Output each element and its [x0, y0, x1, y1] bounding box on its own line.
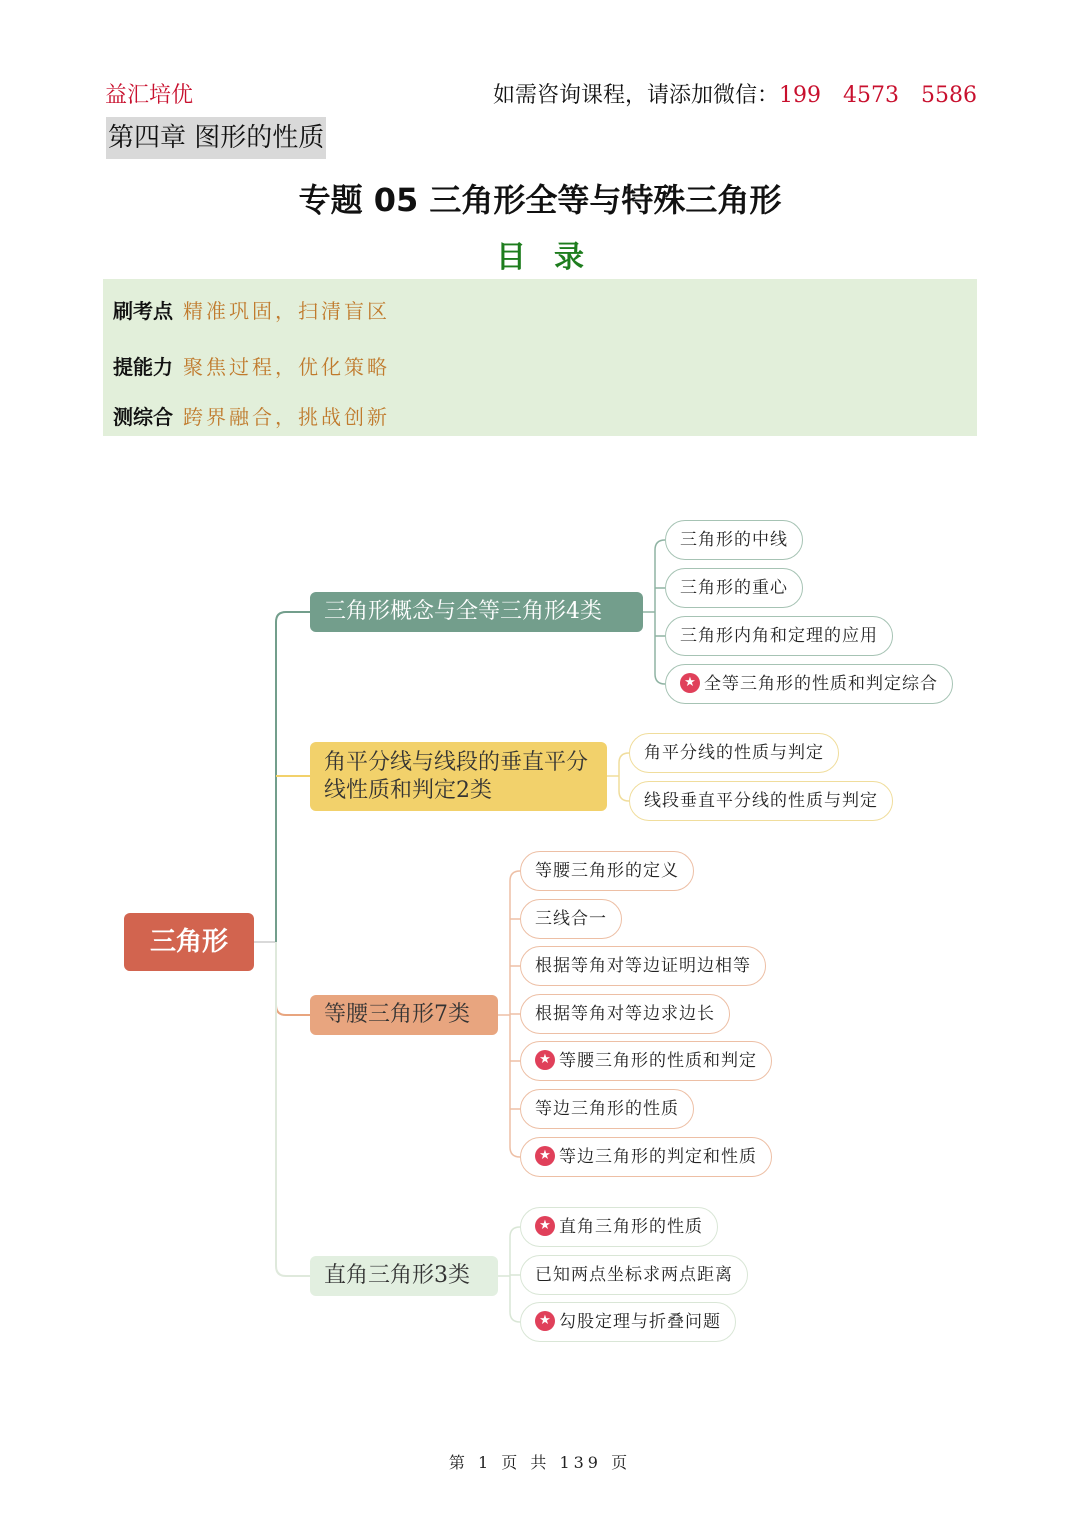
toc-key: 提能力: [113, 355, 173, 379]
wechat-number: 199 4573 5586: [779, 83, 977, 108]
mindmap-root: 三角形: [124, 913, 254, 971]
toc-key: 测综合: [113, 405, 173, 429]
leaf-item: [520, 946, 766, 986]
leaf-item: [520, 1302, 736, 1342]
leaf-label: 等边三角形的性质: [535, 1099, 679, 1119]
toc-label: 目录: [496, 240, 612, 275]
leaf-label: 直角三角形的性质: [559, 1217, 703, 1237]
leaf-item: [520, 899, 622, 939]
toc-value: 精准巩固，扫清盲区: [183, 299, 390, 323]
leaf-item: [665, 520, 803, 560]
leaf-item: [520, 1041, 772, 1081]
leaf-label: 根据等角对等边求边长: [535, 1004, 715, 1024]
leaf-item: [520, 1089, 694, 1129]
leaf-item: [629, 733, 839, 773]
leaf-label: 角平分线的性质与判定: [644, 743, 824, 763]
star-icon: ★: [680, 673, 700, 693]
leaf-item: [520, 1137, 772, 1177]
brand-name: 益汇培优: [105, 83, 194, 108]
leaf-item: [665, 616, 893, 656]
toc-key: 刷考点: [113, 299, 173, 323]
branch-right-triangle: 直角三角形3类: [310, 1256, 498, 1296]
chapter-heading: 第四章 图形的性质: [106, 117, 326, 159]
page-title: 专题 05 三角形全等与特殊三角形: [298, 181, 782, 219]
leaf-item: [665, 664, 953, 704]
leaf-label: 三角形的中线: [680, 530, 788, 550]
leaf-label: 等腰三角形的定义: [535, 861, 679, 881]
leaf-item: [520, 851, 694, 891]
leaf-label: 根据等角对等边证明边相等: [535, 956, 751, 976]
star-icon: ★: [535, 1146, 555, 1166]
leaf-label: 全等三角形的性质和判定综合: [704, 674, 938, 694]
branch-angle-bisector: 角平分线与线段的垂直平分线性质和判定2类: [310, 742, 607, 811]
contact-prefix: 如需咨询课程，请添加微信：: [493, 83, 780, 108]
leaf-item: [629, 781, 893, 821]
leaf-label: 三角形的重心: [680, 578, 788, 598]
leaf-label: 勾股定理与折叠问题: [559, 1312, 721, 1332]
branch-isosceles: 等腰三角形7类: [310, 995, 498, 1035]
leaf-label: 等腰三角形的性质和判定: [559, 1051, 757, 1071]
leaf-item: [520, 1255, 748, 1295]
leaf-item: [665, 568, 803, 608]
leaf-label: 已知两点坐标求两点距离: [535, 1265, 733, 1285]
page-footer: 第 1 页 共 139 页: [448, 1453, 632, 1472]
leaf-item: [520, 1207, 718, 1247]
toc-value: 跨界融合，挑战创新: [183, 405, 390, 429]
star-icon: ★: [535, 1311, 555, 1331]
leaf-item: [520, 994, 730, 1034]
star-icon: ★: [535, 1050, 555, 1070]
leaf-label: 等边三角形的判定和性质: [559, 1147, 757, 1167]
leaf-label: 线段垂直平分线的性质与判定: [644, 791, 878, 811]
star-icon: ★: [535, 1216, 555, 1236]
toc-value: 聚焦过程，优化策略: [183, 355, 390, 379]
leaf-label: 三线合一: [535, 909, 607, 929]
leaf-label: 三角形内角和定理的应用: [680, 626, 878, 646]
branch-triangle-concepts: 三角形概念与全等三角形4类: [310, 592, 643, 632]
